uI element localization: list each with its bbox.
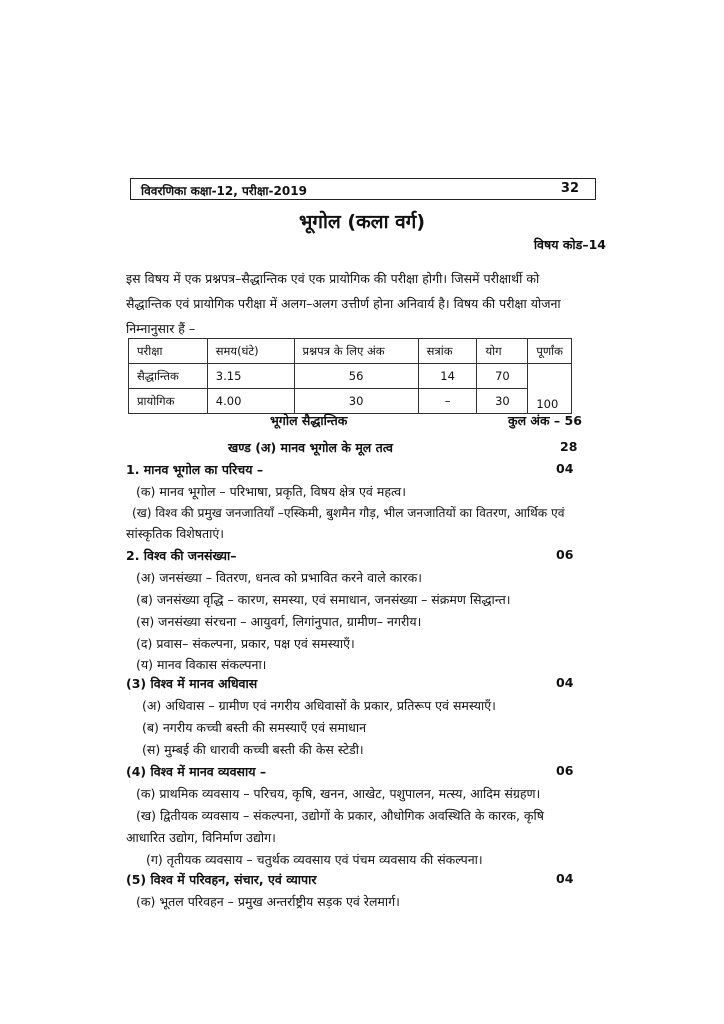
table-cell: 30 (294, 389, 418, 414)
unit-line: (ब) जनसंख्या वृद्धि – कारण, समस्या, एवं समाधान, जनसंख्या – संक्रमण सिद्धान्त। (136, 592, 511, 607)
section-a-title: खण्ड (अ) मानव भूगोल के मूल तत्व (228, 440, 394, 455)
unit-line: (ख) द्वितीयक व्यवसाय – संकल्पना, उद्योगों के प्रकार, औधोगिक अवस्थिति के कारक, कृषि (136, 808, 544, 823)
page-title: भूगोल (कला वर्ग) (298, 211, 426, 233)
unit-line: (क) मानव भूगोल – परिभाषा, प्रकृति, विषय क्षेत्र एवं महत्व। (136, 484, 406, 499)
table-header-cell: पूर्णांक (528, 339, 572, 364)
intro-line: निम्नानुसार हैं – (126, 321, 196, 336)
table-header-row (129, 339, 572, 364)
unit-line: (अ) अधिवास – ग्रामीण एवं नगरीय अधिवासों के प्रकार, प्रतिरूप एवं समस्याऍं। (142, 698, 496, 713)
unit-line: सांस्कृतिक विशेषताएं। (126, 526, 225, 541)
unit-title: (5) विश्व में परिवहन, संचार, एवं व्यापार (126, 872, 317, 887)
table-header-cell: परीक्षा (129, 339, 208, 364)
table-cell: 14 (418, 364, 477, 389)
table-cell: 3.15 (207, 364, 294, 389)
unit-marks: 04 (556, 461, 574, 476)
table-cell: सैद्धान्तिक (129, 364, 208, 389)
table-cell: 56 (294, 364, 418, 389)
unit-marks: 04 (556, 675, 574, 690)
table-header-cell: प्रश्नपत्र के लिए अंक (294, 339, 418, 364)
unit-line: (स) मुम्बई की धारावी कच्ची बस्ती की केस स्टेडी। (142, 742, 364, 757)
header-text: विवरणिका कक्षा-12, परीक्षा-2019 (141, 184, 307, 198)
table-total-cell: 100 (528, 364, 572, 414)
unit-line: (य) मानव विकास संकल्पना। (136, 657, 267, 672)
page-header (130, 178, 596, 200)
section-a-marks: 28 (560, 439, 578, 454)
unit-line: (अ) जनसंख्या – वितरण, धनत्व को प्रभावित करने वाले कारक। (136, 570, 422, 585)
table-cell: 70 (477, 364, 528, 389)
table-row (129, 389, 572, 414)
table-cell: प्रायोगिक (129, 389, 208, 414)
unit-line: आधारित उद्योग, विनिर्माण उद्योग। (126, 830, 276, 845)
unit-marks: 06 (556, 763, 574, 778)
theory-heading: भूगोल सैद्धान्तिक (270, 413, 348, 428)
intro-paragraph (126, 266, 602, 341)
table-header-cell: योग (477, 339, 528, 364)
table-cell: 4.00 (207, 389, 294, 414)
unit-line: (ब) नगरीय कच्ची बस्ती की समस्याऍं एवं समाधान (142, 720, 367, 735)
exam-scheme-table (128, 338, 572, 414)
table-header-cell: सत्रांक (418, 339, 477, 364)
unit-line: (ग) तृतीयक व्यवसाय – चतुर्थक व्यवसाय एवं पंचम व्यवसाय की संकल्पना। (146, 852, 483, 867)
unit-title: 1. मानव भूगोल का परिचय – (126, 462, 264, 477)
page-number: 32 (560, 181, 579, 196)
subject-code: विषय कोड–14 (533, 237, 606, 252)
unit-marks: 06 (556, 547, 574, 562)
intro-line: सैद्धान्तिक एवं प्रायोगिक परीक्षा में अलग–अलग उत्तीर्ण होना अनिवार्य है। विषय की परीक्षा योजना (126, 296, 561, 311)
total-marks: कुल अंक – 56 (508, 413, 582, 428)
table-header-cell: समय(घंटे) (207, 339, 294, 364)
unit-line: (क) प्राथमिक व्यवसाय – परिचय, कृषि, खनन, आखेट, पशुपालन, मत्स्य, आदिम संग्रहण। (136, 786, 541, 801)
unit-line: (द) प्रवास– संकल्पना, प्रकार, पक्ष एवं समस्याऍं। (136, 636, 355, 651)
intro-line: इस विषय में एक प्रश्नपत्र–सैद्धान्तिक एवं एक प्रायोगिक की परीक्षा होगी। जिसमें परीक्षार्थी को (126, 271, 540, 286)
unit-title: 2. विश्व की जनसंख्या– (126, 548, 237, 563)
table-cell: 30 (477, 389, 528, 414)
unit-line: (क) भूतल परिवहन – प्रमुख अन्तर्राष्ट्रीय सड़क एवं रेलमार्ग। (136, 894, 400, 909)
unit-line: (स) जनसंख्या संरचना – आयुवर्ग, लिगांनुपात, ग्रामीण– नगरीय। (136, 614, 422, 629)
unit-title: (3) विश्व में मानव अधिवास (126, 676, 258, 691)
unit-marks: 04 (556, 871, 574, 886)
table-cell: – (418, 389, 477, 414)
unit-line: (ख) विश्व की प्रमुख जनजातियाँ –एस्किमी, बुशमैन गौड़, भील जनजातियों का वितरण, आर्थिक एवं (132, 506, 565, 520)
unit-title: (4) विश्व में मानव व्यवसाय – (126, 764, 267, 779)
table-row (129, 364, 572, 389)
